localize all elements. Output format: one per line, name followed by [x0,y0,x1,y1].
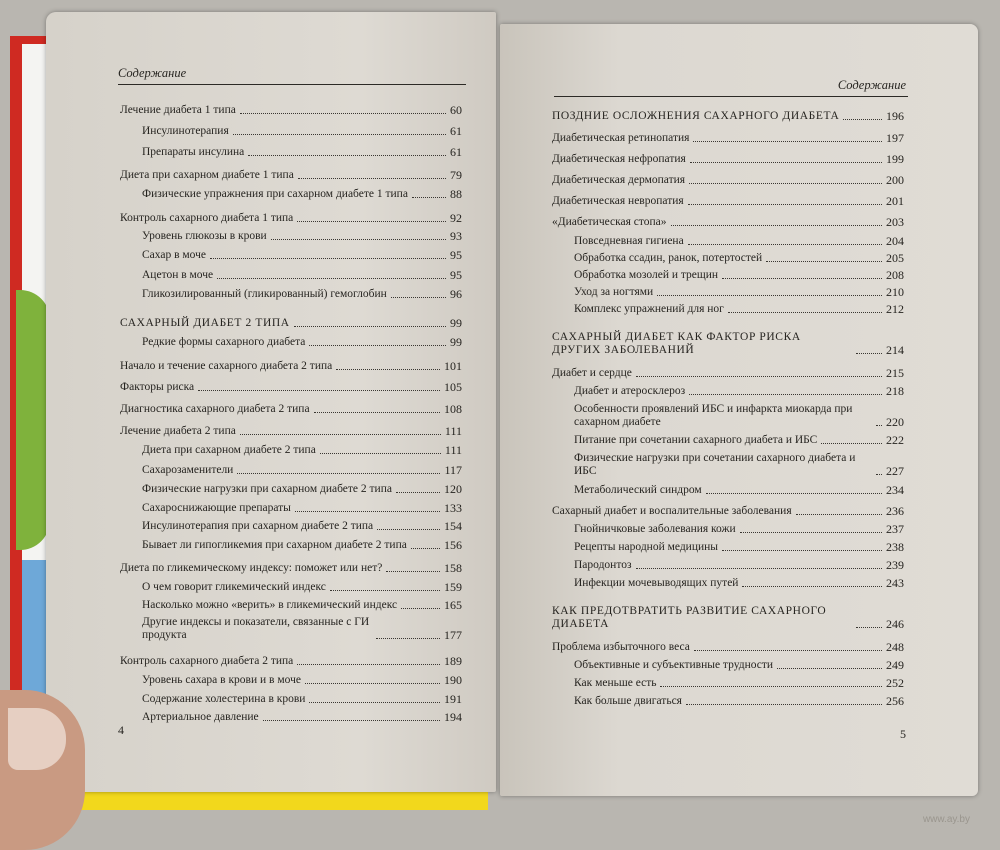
toc-entry [120,403,462,416]
toc-entry [120,711,462,724]
toc-entry [552,641,904,654]
toc-page-number: 208 [886,268,904,282]
toc-page-number: 165 [444,598,462,612]
toc-entry-title: Сахарный диабет и воспалительные заболевания [552,505,792,517]
toc-page-number: 101 [444,359,462,373]
toc-entry-title: Контроль сахарного диабета 2 типа [120,655,294,667]
dot-leader [263,720,440,721]
toc-entry [120,520,462,533]
toc-page-number: 120 [444,482,462,496]
toc-entry [552,523,904,536]
dot-leader [217,278,446,279]
dot-leader [386,571,440,572]
toc-entry-title: Как меньше есть [574,677,657,689]
dot-leader [694,650,882,651]
dot-leader [657,295,882,296]
dot-leader [686,704,882,705]
toc-entry-title: Диабетическая дермопатия [552,174,686,186]
toc-page-number: 236 [886,504,904,518]
toc-page-number: 156 [444,538,462,552]
dot-leader [297,221,446,222]
toc-entry-title: Метаболический синдром [574,484,702,496]
dot-leader [876,474,882,475]
toc-page-number: 111 [444,443,462,457]
toc-page-number: 212 [886,302,904,316]
toc-entry-title: Диета при сахарном диабете 2 типа [142,444,316,456]
dot-leader [297,664,440,665]
toc-entry [552,331,904,357]
toc-entry [552,452,904,478]
dot-leader [314,412,440,413]
toc-entry [120,146,462,159]
dot-leader [722,278,882,279]
toc-entry-title: Уход за ногтями [574,286,654,298]
toc-entry [120,444,462,457]
toc-entry [552,132,904,145]
toc-entry [120,599,462,612]
toc-page-number: 61 [450,124,462,138]
dot-leader [636,376,882,377]
toc-entry [120,464,462,477]
toc-entry-title: КАК ПРЕДОТВРАТИТЬ РАЗВИТИЕ САХАРНОГО ДИАБЕТА [552,605,827,630]
dot-leader [796,514,882,515]
toc-entry [120,502,462,515]
dot-leader [309,702,440,703]
toc-entry [120,655,462,668]
dot-leader [688,244,882,245]
toc-page-number: 237 [886,522,904,536]
toc-entry-title: О чем говорит гликемический индекс [142,581,326,593]
toc-entry [120,562,462,575]
toc-entry-title: Редкие формы сахарного диабета [142,336,306,348]
toc-entry [120,269,462,282]
dot-leader [295,511,440,512]
toc-entry [120,288,462,301]
toc-page-number: 214 [886,343,904,357]
toc-page-number: 108 [444,402,462,416]
dot-leader [401,608,440,609]
toc-entry [120,581,462,594]
toc-entry-title: Бывает ли гипогликемия при сахарном диабете 2 типа [142,539,407,551]
toc-entry [120,212,462,225]
toc-entry-title: ПОЗДНИЕ ОСЛОЖНЕНИЯ САХАРНОГО ДИАБЕТА [552,110,840,122]
toc-page-number: 189 [444,654,462,668]
toc-page-number: 199 [886,152,904,166]
toc-entry-title: Гликозилированный (гликированный) гемоглобин [142,288,387,300]
toc-entry [552,269,904,282]
dot-leader [636,568,883,569]
dot-leader [821,443,882,444]
toc-entry-title: Начало и течение сахарного диабета 2 типа [120,360,333,372]
toc-entry [120,230,462,243]
toc-page-number: 191 [444,692,462,706]
toc-entry-title: Диабетическая невропатия [552,195,684,207]
thumbnail-nail [8,708,66,770]
toc-page-number: 252 [886,676,904,690]
toc-entry [120,381,462,394]
toc-page-number: 88 [450,187,462,201]
toc-entry-title: Диабет и атеросклероз [574,385,686,397]
toc-page-number: 249 [886,658,904,672]
toc-page-number: 93 [450,229,462,243]
toc-entry-title: Лечение диабета 1 типа [120,104,236,116]
toc-entry-title: Уровень глюкозы в крови [142,230,267,242]
toc-entry-title: Инсулинотерапия [142,125,229,137]
toc-entry-title: Насколько можно «верить» в гликемический индекс [142,599,398,611]
dot-leader [766,261,882,262]
toc-entry-title: Обработка мозолей и трещин [574,269,719,281]
toc-entry [120,249,462,262]
dot-leader [843,119,882,120]
toc-page-number: 256 [886,694,904,708]
toc-entry-title: Обработка ссадин, ранок, потертостей [574,252,763,264]
toc-page-number: 92 [450,211,462,225]
toc-entry [552,153,904,166]
toc-page-number: 99 [450,316,462,330]
dot-leader [411,548,440,549]
toc-entry [120,169,462,182]
toc-page-number: 79 [450,168,462,182]
toc-entry [552,110,904,123]
toc-entry [120,188,462,201]
toc-entry [552,484,904,497]
toc-entry-title: Физические нагрузки при сочетании сахарного диабета и ИБС [574,452,856,477]
toc-entry-title: Сахарозаменители [142,464,234,476]
toc-page-number: 194 [444,710,462,724]
toc-page-number: 248 [886,640,904,654]
toc-page-number: 117 [444,463,462,477]
dot-leader [210,258,446,259]
toc-entry [552,235,904,248]
toc-entry-title: Контроль сахарного диабета 1 типа [120,212,294,224]
dot-leader [693,141,882,142]
toc-page-number: 215 [886,366,904,380]
dot-leader [330,590,440,591]
cover-art-green [16,290,50,550]
toc-entry-title: Особенности проявлений ИБС и инфаркта миокарда при сахарном диабете [574,403,853,428]
toc-page-number: 159 [444,580,462,594]
toc-entry [120,674,462,687]
toc-entry-title: Инфекции мочевыводящих путей [574,577,739,589]
toc-page-number: 96 [450,287,462,301]
dot-leader [240,113,446,114]
toc-entry [552,677,904,690]
toc-page-number: 197 [886,131,904,145]
right-page [500,24,978,796]
toc-entry-title: Физические нагрузки при сахарном диабете 2 типа [142,483,392,495]
toc-entry [552,216,904,229]
toc-entry-title: Препараты инсулина [142,146,245,158]
page-number: 5 [900,727,906,741]
toc-entry [552,367,904,380]
running-head: Содержание [837,78,906,92]
toc-entry [552,174,904,187]
dot-leader [198,390,440,391]
toc-entry-title: Диета по гликемическому индексу: поможет или нет? [120,562,383,574]
dot-leader [294,326,446,327]
dot-leader [233,134,446,135]
toc-entry-title: Питание при сочетании сахарного диабета и ИБС [574,434,818,446]
dot-leader [309,345,446,346]
toc-page-number: 203 [886,215,904,229]
toc-page-number: 60 [450,103,462,117]
header-rule [554,96,908,97]
toc-page-number: 204 [886,234,904,248]
toc-entry [120,616,462,642]
dot-leader [728,312,882,313]
toc-entry [552,403,904,429]
toc-entry-title: Диабетическая нефропатия [552,153,686,165]
dot-leader [740,532,882,533]
dot-leader [240,434,441,435]
toc-page-number: 201 [886,194,904,208]
toc-page-number: 61 [450,145,462,159]
header-rule [118,84,466,85]
toc-entry [552,385,904,398]
dot-leader [706,493,882,494]
dot-leader [856,353,882,354]
toc-entry-title: Инсулинотерапия при сахарном диабете 2 типа [142,520,374,532]
dot-leader [248,155,446,156]
dot-leader [305,683,440,684]
toc-page-number: 95 [450,248,462,262]
toc-entry-title: Проблема избыточного веса [552,641,690,653]
left-page [46,12,496,792]
toc-entry-title: Рецепты народной медицины [574,541,719,553]
toc-page-number: 154 [444,519,462,533]
toc-entry-title: Комплекс упражнений для ног [574,303,724,315]
toc-entry [552,541,904,554]
toc-page-number: 210 [886,285,904,299]
toc-page-number: 238 [886,540,904,554]
toc-entry-title: САХАРНЫЙ ДИАБЕТ КАК ФАКТОР РИСКА ДРУГИХ ЗАБОЛЕВАНИЙ [552,331,801,356]
dot-leader [688,204,882,205]
toc-entry [552,303,904,316]
toc-entry [552,577,904,590]
toc-entry [552,559,904,572]
toc-page-number: 234 [886,483,904,497]
toc-page-number: 246 [886,617,904,631]
toc-entry [120,125,462,138]
toc-entry-title: Диагностика сахарного диабета 2 типа [120,403,310,415]
dot-leader [320,453,441,454]
dot-leader [298,178,446,179]
toc-page-number: 133 [444,501,462,515]
dot-leader [660,686,882,687]
running-head: Содержание [118,66,187,80]
toc-page-number: 227 [886,464,904,478]
dot-leader [671,225,882,226]
page-number: 4 [118,723,124,737]
toc-entry-title: Диабетическая ретинопатия [552,132,690,144]
dot-leader [391,297,446,298]
toc-page-number: 99 [450,335,462,349]
toc-entry-title: Повседневная гигиена [574,235,684,247]
toc-entry-title: «Диабетическая стопа» [552,216,667,228]
toc-page-number: 177 [444,628,462,642]
toc-entry [120,317,462,330]
dot-leader [689,394,882,395]
toc-entry-title: Другие индексы и показатели, связанные с ГИ продукта [142,616,370,641]
toc-entry [552,286,904,299]
toc-page-number: 200 [886,173,904,187]
toc-page-number: 243 [886,576,904,590]
toc-entry-title: Ацетон в моче [142,269,214,281]
toc-entry [120,483,462,496]
dot-leader [396,492,440,493]
toc-entry-title: Сахароснижающие препараты [142,502,291,514]
toc-entry [552,195,904,208]
toc-entry [552,659,904,672]
dot-leader [777,668,882,669]
dot-leader [742,586,882,587]
toc-entry [552,505,904,518]
toc-entry [120,539,462,552]
toc-entry [120,104,462,117]
toc-entry-title: Лечение диабета 2 типа [120,425,236,437]
toc-entry-title: Объективные и субъективные трудности [574,659,774,671]
dot-leader [376,638,440,639]
toc-page-number: 222 [886,433,904,447]
toc-entry-title: Сахар в моче [142,249,207,261]
dot-leader [690,162,882,163]
toc-page-number: 205 [886,251,904,265]
toc-page-number: 95 [450,268,462,282]
toc-entry-title: Пародонтоз [574,559,632,571]
toc-entry [552,434,904,447]
toc-entry-title: Содержание холестерина в крови [142,693,306,705]
toc-entry [552,252,904,265]
dot-leader [237,473,440,474]
toc-entry-title: Физические упражнения при сахарном диабете 1 типа [142,188,408,200]
toc-entry-title: Как больше двигаться [574,695,682,707]
toc-page-number: 196 [886,109,904,123]
toc-entry-title: Уровень сахара в крови и в моче [142,674,301,686]
dot-leader [271,239,446,240]
toc-page-number: 105 [444,380,462,394]
dot-leader [689,183,882,184]
toc-entry [552,695,904,708]
toc-entry [120,360,462,373]
toc-entry [120,425,462,438]
toc-entry-title: САХАРНЫЙ ДИАБЕТ 2 ТИПА [120,317,290,329]
dot-leader [856,627,882,628]
toc-entry-title: Гнойничковые заболевания кожи [574,523,736,535]
watermark: www.ay.by [922,814,970,825]
dot-leader [722,550,882,551]
toc-page-number: 218 [886,384,904,398]
toc-entry [120,693,462,706]
dot-leader [412,197,446,198]
dot-leader [377,529,440,530]
toc-page-number: 220 [886,415,904,429]
toc-page-number: 190 [444,673,462,687]
toc-entry-title: Факторы риска [120,381,195,393]
toc-entry-title: Артериальное давление [142,711,259,723]
toc-page-number: 239 [886,558,904,572]
toc-page-number: 158 [444,561,462,575]
dot-leader [336,369,440,370]
toc-entry-title: Диабет и сердце [552,367,632,379]
toc-entry-title: Диета при сахарном диабете 1 типа [120,169,294,181]
toc-page-number: 111 [444,424,462,438]
dot-leader [876,425,882,426]
toc-entry [120,336,462,349]
toc-entry [552,605,904,631]
